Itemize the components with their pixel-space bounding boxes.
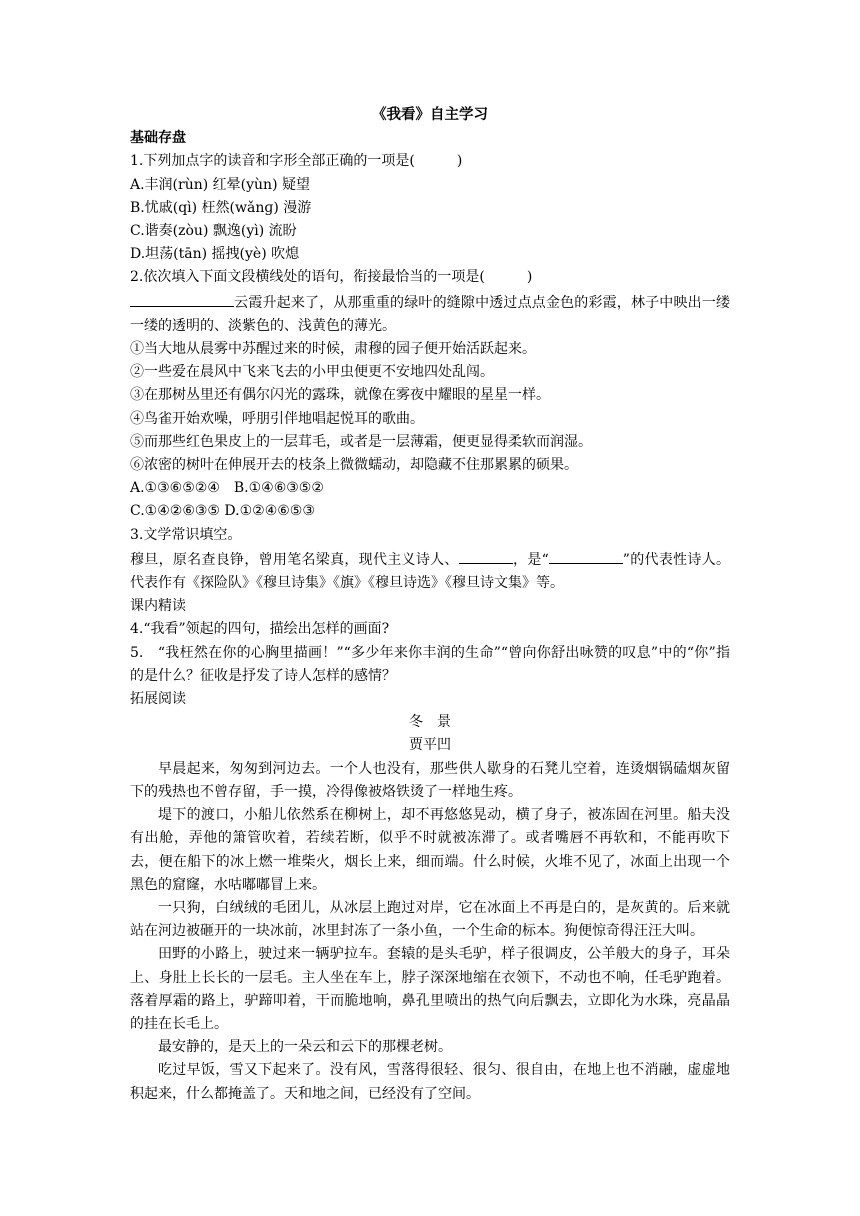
essay-paragraph: 最安静的，是天上的一朵云和云下的那棵老树。: [158, 1039, 452, 1056]
question-2-sentence-2: ②一些爱在晨风中飞来飞去的小甲虫便更不安地四处乱闯。: [130, 364, 494, 381]
question-2-passage-text: 云霞升起来了，从那重重的绿叶的缝隙中透过点点金色的彩霞，林子中映出一缕一缕的透明的、淡紫色的、浅黄色的薄光。: [130, 294, 730, 334]
essay-paragraph: 一只狗，白绒绒的毛团儿，从冰层上跑过对岸，它在冰面上不再是白的，是灰黄的。后来就站在河边被砸开的一块冰前，冰里封冻了一条小鱼，一个生命的标本。狗便惊奇得汪汪大叫。: [130, 899, 730, 940]
section-heading-basics: 基础存盘: [130, 130, 186, 147]
question-3-blank-identity: [459, 547, 513, 564]
essay-paragraph: 田野的小路上，驶过来一辆驴拉车。套辕的是头毛驴，样子很调皮，公羊般大的身子，耳朵上、身肚上长长的一层毛。主人坐在车上，脖子深深地缩在衣领下，不动也不响，任毛驴跑着。落着厚霜的路上，驴蹄叩着，干而脆地响，鼻孔里喷出的热气向后飘去，立即化为水珠，亮晶晶的挂在长毛上。: [130, 946, 730, 1032]
question-4: 4.“我看”领起的四句，描绘出怎样的画面?: [130, 621, 390, 638]
essay-title: 冬 景: [409, 714, 451, 731]
question-1-option-a: A.丰润(rùn) 红晕(yùn) 疑望: [130, 176, 310, 193]
section-heading-extended-reading: 拓展阅读: [130, 691, 186, 708]
document-page: [130, 104, 730, 1106]
question-1-option-c: C.谐奏(zòu) 飘逸(yì) 流盼: [130, 223, 297, 240]
question-2-options-ab: A.①③⑥⑤②④ B.①④⑥③⑤②: [130, 480, 324, 497]
question-1-stem: 1.下列加点字的读音和字形全部正确的一项是( ): [130, 153, 463, 170]
page-title: 《我看》自主学习: [372, 107, 488, 123]
question-2-sentence-3: ③在那树丛里还有偶尔闪光的露珠，就像在雾夜中耀眼的星星一样。: [130, 387, 550, 404]
question-2-options-cd: C.①④②⑥③⑤ D.①②④⑥⑤③: [130, 503, 315, 520]
question-2-sentence-1: ①当大地从晨雾中苏醒过来的时候，肃穆的园子便开始活跃起来。: [130, 341, 536, 358]
question-3-blank-school: [549, 547, 623, 564]
question-3-stem: 3.文学常识填空。: [130, 526, 242, 543]
question-3-text-part2: ，是“: [512, 551, 549, 568]
question-1-option-b: B.忧戚(qì) 枉然(wǎnɡ) 漫游: [130, 199, 312, 216]
question-5: 5. “我枉然在你的心胸里描画！”“多少年来你丰润的生命”“曾向你舒出咏赞的叹息”中的“你”指的是什么？征收是抒发了诗人怎样的感情？: [130, 644, 730, 684]
question-2-stem: 2.依次填入下面文段横线处的语句，衔接最恰当的一项是( ): [130, 269, 533, 286]
essay-author: 贾平凹: [409, 737, 451, 754]
question-2-sentence-5: ⑤而那些红色果皮上的一层茸毛，或者是一层薄霜，便更显得柔软而润湿。: [130, 433, 592, 450]
question-1-option-d: D.坦荡(tān) 摇拽(yè) 吹熄: [130, 246, 300, 263]
question-3-text-part1: 穆旦，原名查良铮，曾用笔名梁真，现代主义诗人、: [130, 551, 459, 568]
question-2-blank: [130, 290, 234, 307]
essay-paragraph: 早晨起来，匆匆到河边去。一个人也没有，那些供人歇身的石凳儿空着，连烫烟锅磕烟灰留下的残热也不曾存留，手一摸，冷得像被烙铁烫了一样地生疼。: [130, 760, 730, 800]
question-3-text-part3: ”的代表性诗人。代表作有《探险队》《穆旦诗集》《旗》《穆旦诗选》《穆旦诗文集》等。: [130, 551, 730, 592]
essay-paragraph: 吃过早饭，雪又下起来了。没有风，雪落得很轻、很匀、很自由，在地上也不消融，虚虚地积起来，什么都掩盖了。天和地之间，已经没有了空间。: [130, 1062, 730, 1102]
question-2-sentence-6: ⑥浓密的树叶在伸展开去的枝条上微微蠕动，却隐藏不住那累累的硕果。: [130, 457, 578, 474]
question-3-text: [130, 547, 730, 595]
section-heading-close-reading: 课内精读: [130, 598, 186, 615]
question-2-sentence-4: ④鸟雀开始欢噪，呼朋引伴地唱起悦耳的歌曲。: [130, 410, 424, 427]
essay-paragraph: 堤下的渡口，小船儿依然系在柳树上，却不再悠悠晃动，横了身子，被冻固在河里。船夫没有出舱，弄他的箫管吹着，若续若断，似乎不时就被冻滞了。或者嘴唇不再软和，不能再吹下去，便在船下的冰上燃一堆柴火，烟长上来，细而端。什么时候，火堆不见了，冰面上出现一个黑色的窟窿，水咕嘟嘟冒上来。: [130, 807, 730, 893]
question-2-passage: [130, 290, 730, 338]
